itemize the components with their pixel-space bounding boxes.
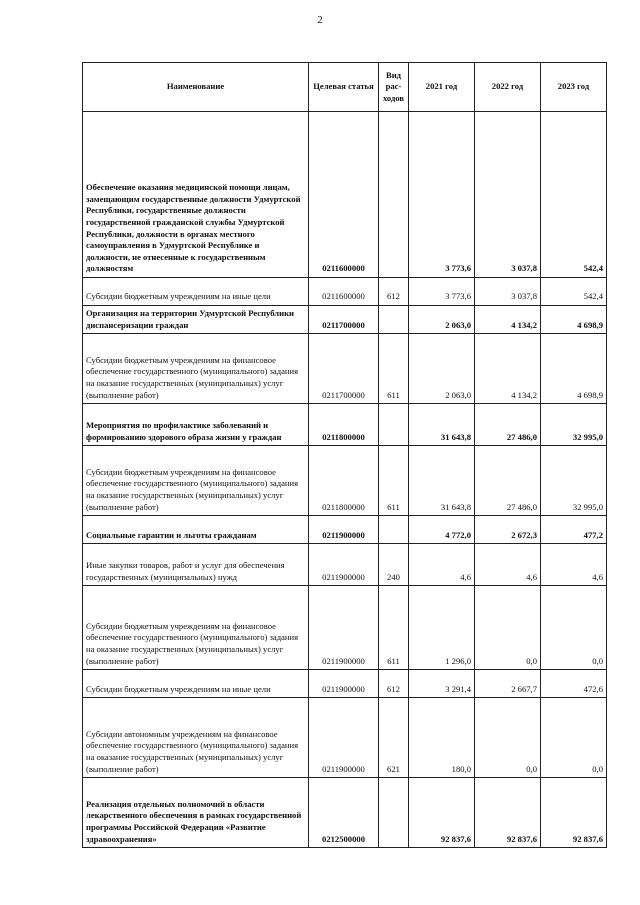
table-row	[83, 404, 607, 446]
cell-expense-kind	[379, 778, 409, 848]
cell-2022: 27 486,0	[475, 446, 541, 516]
cell-2022: 27 486,0	[475, 404, 541, 446]
cell-2021: 31 643,8	[409, 446, 475, 516]
cell-target-code: 0211900000	[309, 544, 379, 586]
cell-expense-kind: 612	[379, 278, 409, 306]
cell-2021: 31 643,8	[409, 404, 475, 446]
cell-2022: 4,6	[475, 544, 541, 586]
cell-expense-kind: 611	[379, 334, 409, 404]
table-row	[83, 446, 607, 516]
cell-2022: 4 134,2	[475, 334, 541, 404]
header-code: Целевая статья	[309, 63, 379, 112]
table-row	[83, 670, 607, 698]
table-row	[83, 698, 607, 778]
header-kind: Вид рас-ходов	[379, 63, 409, 112]
cell-2022: 0,0	[475, 586, 541, 670]
cell-expense-kind: 240	[379, 544, 409, 586]
cell-2023: 0,0	[541, 586, 607, 670]
cell-2023: 0,0	[541, 698, 607, 778]
cell-target-code: 0211700000	[309, 306, 379, 334]
cell-target-code: 0212500000	[309, 778, 379, 848]
cell-2021: 4 772,0	[409, 516, 475, 544]
table-row	[83, 112, 607, 278]
cell-name: Реализация отдельных полномочий в области лекарственного обеспечения в рамках государственной программы Российской Федерации «Развитие здравоохранения»	[83, 778, 309, 848]
cell-name: Иные закупки товаров, работ и услуг для обеспечения государственных (муниципальных) нужд	[83, 544, 309, 586]
cell-name: Субсидии автономным учреждениям на финансовое обеспечение государственного (муниципального) задания на оказание государственных (муниципальных) услуг (выполнение работ)	[83, 698, 309, 778]
cell-2021: 92 837,6	[409, 778, 475, 848]
cell-2021: 2 063,0	[409, 306, 475, 334]
table-row	[83, 306, 607, 334]
cell-target-code: 0211900000	[309, 670, 379, 698]
cell-2022: 92 837,6	[475, 778, 541, 848]
cell-target-code: 0211600000	[309, 112, 379, 278]
cell-2022: 0,0	[475, 698, 541, 778]
cell-name: Мероприятия по профилактике заболеваний и формированию здорового образа жизни у граждан	[83, 404, 309, 446]
header-2021: 2021 год	[409, 63, 475, 112]
cell-2023: 4 698,9	[541, 334, 607, 404]
cell-2022: 2 672,3	[475, 516, 541, 544]
header-2023: 2023 год	[541, 63, 607, 112]
cell-expense-kind	[379, 516, 409, 544]
cell-target-code: 0211900000	[309, 516, 379, 544]
table-row	[83, 278, 607, 306]
cell-expense-kind: 611	[379, 446, 409, 516]
cell-2023: 542,4	[541, 278, 607, 306]
cell-expense-kind	[379, 306, 409, 334]
cell-name: Субсидии бюджетным учреждениям на иные цели	[83, 670, 309, 698]
cell-2023: 32 995,0	[541, 404, 607, 446]
table-row	[83, 586, 607, 670]
cell-2021: 3 773,6	[409, 112, 475, 278]
cell-2022: 2 667,7	[475, 670, 541, 698]
page-number: 2	[317, 14, 323, 26]
header-name: Наименование	[83, 63, 309, 112]
cell-2023: 477,2	[541, 516, 607, 544]
cell-target-code: 0211700000	[309, 334, 379, 404]
table-row	[83, 778, 607, 848]
cell-2022: 3 037,8	[475, 112, 541, 278]
cell-target-code: 0211900000	[309, 698, 379, 778]
cell-name: Субсидии бюджетным учреждениям на иные цели	[83, 278, 309, 306]
cell-name: Субсидии бюджетным учреждениям на финансовое обеспечение государственного (муниципального) задания на оказание государственных (муниципальных) услуг (выполнение работ)	[83, 586, 309, 670]
cell-name: Субсидии бюджетным учреждениям на финансовое обеспечение государственного (муниципального) задания на оказание государственных (муниципальных) услуг (выполнение работ)	[83, 334, 309, 404]
cell-2022: 4 134,2	[475, 306, 541, 334]
cell-2023: 32 995,0	[541, 446, 607, 516]
table-row	[83, 544, 607, 586]
cell-expense-kind: 621	[379, 698, 409, 778]
cell-2023: 4 698,9	[541, 306, 607, 334]
cell-2023: 4,6	[541, 544, 607, 586]
cell-2021: 2 063,0	[409, 334, 475, 404]
cell-expense-kind: 612	[379, 670, 409, 698]
cell-expense-kind: 611	[379, 586, 409, 670]
table-header-row	[83, 63, 607, 112]
cell-name: Организация на территории Удмуртской Республики диспансеризации граждан	[83, 306, 309, 334]
cell-target-code: 0211800000	[309, 446, 379, 516]
cell-name: Социальные гарантии и льготы гражданам	[83, 516, 309, 544]
cell-2022: 3 037,8	[475, 278, 541, 306]
cell-2021: 3 773,6	[409, 278, 475, 306]
table-row	[83, 516, 607, 544]
budget-table	[82, 62, 607, 848]
cell-expense-kind	[379, 112, 409, 278]
cell-name: Субсидии бюджетным учреждениям на финансовое обеспечение государственного (муниципального) задания на оказание государственных (муниципальных) услуг (выполнение работ)	[83, 446, 309, 516]
cell-target-code: 0211900000	[309, 586, 379, 670]
cell-2021: 3 291,4	[409, 670, 475, 698]
cell-name: Обеспечение оказания медицинской помощи лицам, замещающим государственные должности Удмуртской Республики, государственные должности государственной гражданской службы Удмуртской Республики, должности в органах местного самоуправления в Удмуртской Республике и должности, не отнесенные к государственным должностям	[83, 112, 309, 278]
cell-2023: 472,6	[541, 670, 607, 698]
cell-2021: 180,0	[409, 698, 475, 778]
cell-2021: 4,6	[409, 544, 475, 586]
cell-target-code: 0211800000	[309, 404, 379, 446]
cell-expense-kind	[379, 404, 409, 446]
cell-2021: 1 296,0	[409, 586, 475, 670]
cell-2023: 542,4	[541, 112, 607, 278]
header-2022: 2022 год	[475, 63, 541, 112]
table-row	[83, 334, 607, 404]
cell-2023: 92 837,6	[541, 778, 607, 848]
cell-target-code: 0211600000	[309, 278, 379, 306]
